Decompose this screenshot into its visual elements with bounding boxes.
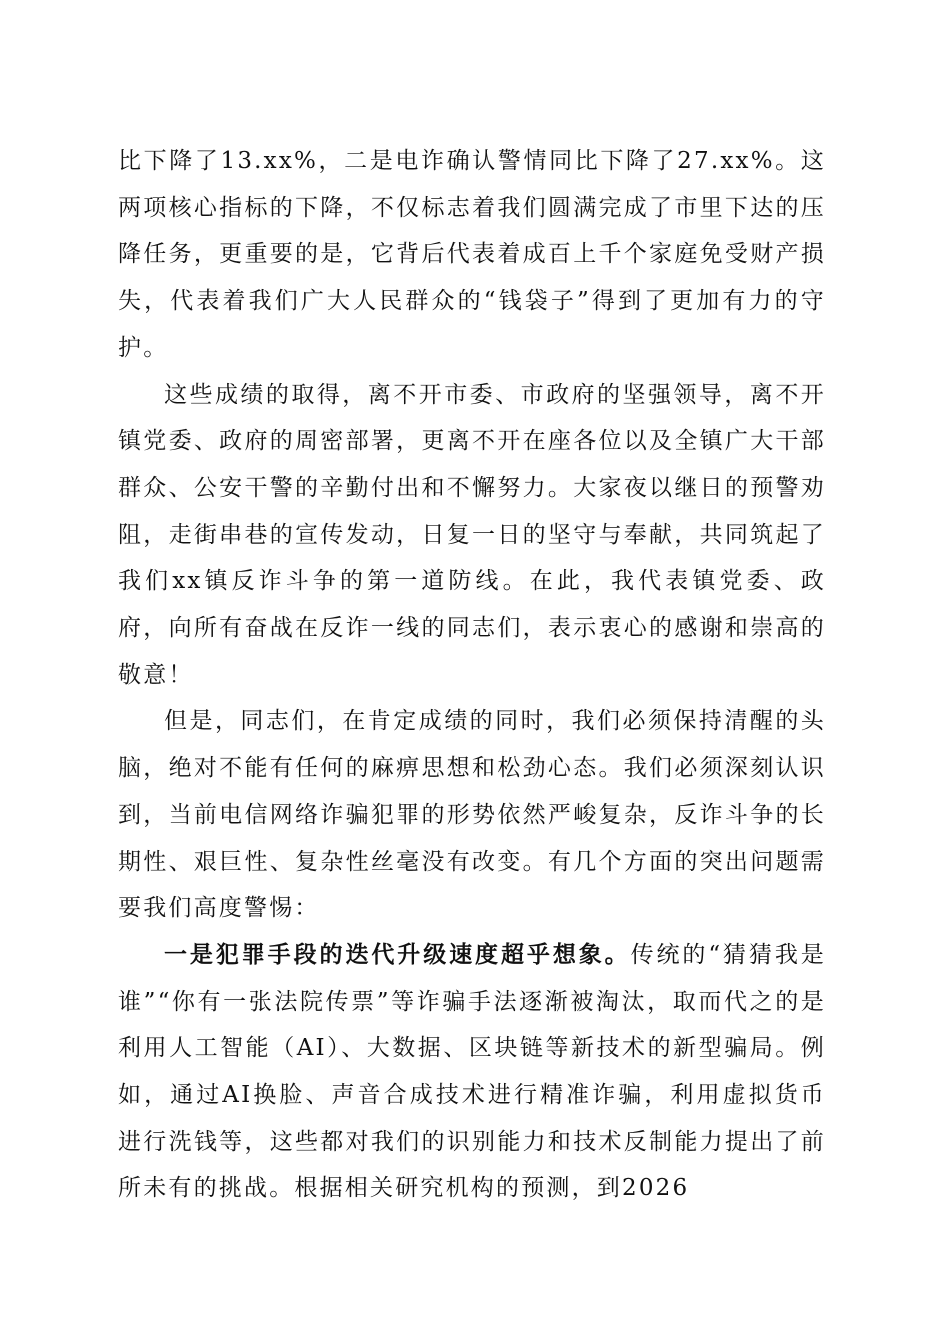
paragraph <box>118 932 826 1212</box>
paragraph-text: 但是，同志们，在肯定成绩的同时，我们必须保持清醒的头脑，绝对不能有任何的麻痹思想和松劲心态。我们必须深刻认识到，当前电信网络诈骗犯罪的形势依然严峻复杂，反诈斗争的长期性、艰巨性、复杂性丝毫没有改变。有几个方面的突出问题需要我们高度警惕： <box>118 708 826 922</box>
paragraph-lead-heading: 一是犯罪手段的迭代升级速度超乎想象。 <box>164 940 631 968</box>
paragraph-text: 传统的“猜猜我是谁”“你有一张法院传票”等诈骗手法逐渐被淘汰，取而代之的是利用人工智能（AI）、大数据、区块链等新技术的新型骗局。例如，通过AI换脸、声音合成技术进行精准诈骗，利用虚拟货币进行洗钱等，这些都对我们的识别能力和技术反制能力提出了前所未有的挑战。根据相关研究机构的预测，到2026 <box>118 941 827 1202</box>
paragraph <box>118 698 826 932</box>
paragraph-text: 这些成绩的取得，离不开市委、市政府的坚强领导，离不开镇党委、政府的周密部署，更离不开在座各位以及全镇广大干部群众、公安干警的辛勤付出和不懈努力。大家夜以继日的预警劝阻，走街串巷的宣传发动，日复一日的坚守与奉献，共同筑起了我们xx镇反诈斗争的第一道防线。在此，我代表镇党委、政府，向所有奋战在反诈一线的同志们，表示衷心的感谢和崇高的敬意！ <box>118 381 826 688</box>
paragraph <box>118 372 826 699</box>
document-body <box>118 138 826 1212</box>
paragraph-text: 比下降了13.xx%，二是电诈确认警情同比下降了27.xx%。这两项核心指标的下降，不仅标志着我们圆满完成了市里下达的压降任务，更重要的是，它背后代表着成百上千个家庭免受财产损失，代表着我们广大人民群众的“钱袋子”得到了更加有力的守护。 <box>118 148 826 361</box>
paragraph-continued <box>118 138 826 372</box>
